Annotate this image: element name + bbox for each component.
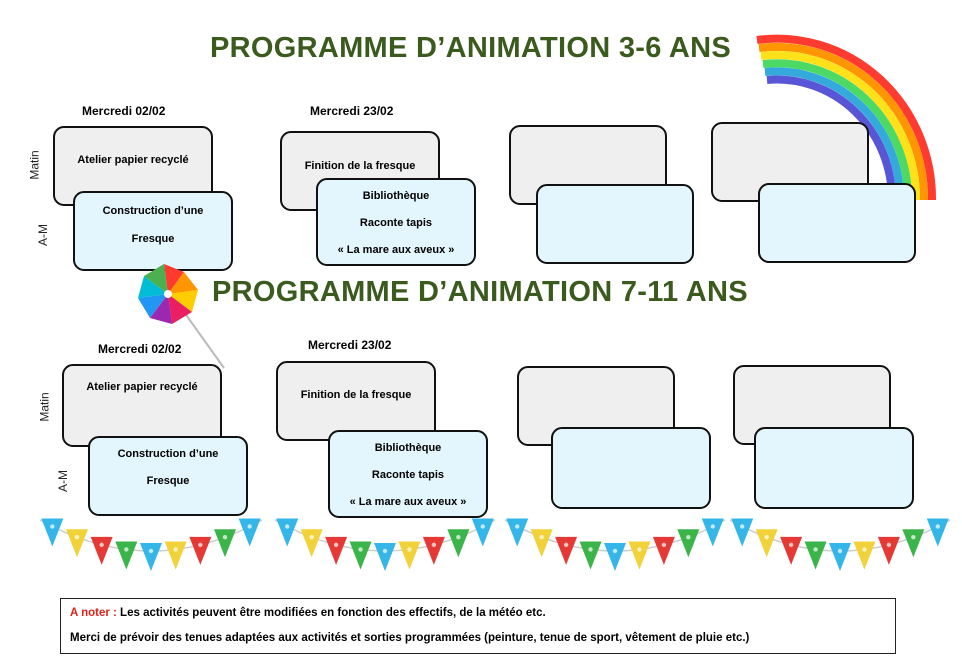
activity-7-11-day1-morning: [62, 364, 222, 447]
bunting-dot: [75, 535, 79, 539]
bunting-flag: [805, 541, 827, 569]
bunting-flag: [604, 543, 626, 571]
bunting-flag: [580, 541, 602, 569]
bunting-flag: [301, 529, 323, 557]
bunting-dot: [334, 543, 338, 547]
activity-text: Finition de la fresque: [304, 160, 416, 172]
empty-slot-7-11-day3-afternoon: [551, 427, 711, 509]
bunting-flag: [853, 541, 875, 569]
bunting-flag: [115, 541, 137, 569]
bunting-dot: [564, 543, 568, 547]
activity-text: « La mare aux aveux »: [337, 244, 455, 256]
activity-7-11-day2-morning: [276, 361, 436, 441]
bunting-flag: [702, 519, 724, 547]
activity-3-6-day1-afternoon: [73, 191, 233, 271]
bunting-dot: [124, 547, 128, 551]
activity-text: Atelier papier recyclé: [86, 381, 198, 393]
bunting-dot: [740, 524, 744, 528]
bunting-dot: [613, 549, 617, 553]
activity-text: Construction d’une: [117, 448, 219, 460]
empty-slot-3-6-day3-afternoon: [536, 184, 694, 264]
bunting-dot: [588, 547, 592, 551]
activity-text: Finition de la fresque: [300, 389, 412, 401]
bunting-flag: [628, 541, 650, 569]
bunting-flag: [276, 519, 298, 547]
activity-text: Bibliothèque: [362, 190, 430, 202]
activity-text: « La mare aux aveux »: [349, 496, 467, 508]
bunting-dot: [515, 524, 519, 528]
bunting-flag: [677, 529, 699, 557]
bunting-dot: [456, 535, 460, 539]
title-7-11: PROGRAMME D’ANIMATION 7-11 ANS: [212, 276, 748, 308]
bunting-flag: [780, 537, 802, 565]
bunting-dot: [173, 547, 177, 551]
bunting-flag: [902, 529, 924, 557]
bunting-flag: [66, 529, 88, 557]
bunting-flag: [239, 519, 261, 547]
bunting-flag: [423, 537, 445, 565]
bunting-dot: [432, 543, 436, 547]
bunting-flag: [472, 519, 494, 547]
activity-7-11-day1-afternoon: [88, 436, 248, 516]
bunting-flag: [91, 537, 113, 565]
bunting-dot: [686, 535, 690, 539]
empty-slot-7-11-day4-afternoon: [754, 427, 914, 509]
bunting-flag: [756, 529, 778, 557]
bunting-dot: [285, 524, 289, 528]
empty-slot-3-6-day4-afternoon: [758, 183, 916, 263]
label-afternoon-3-6: A-M: [36, 224, 50, 246]
date-7-11-day1: Mercredi 02/02: [98, 342, 182, 356]
bunting-flag: [350, 541, 372, 569]
bunting-dot: [936, 524, 940, 528]
bunting-dot: [539, 535, 543, 539]
activity-text: Bibliothèque: [374, 442, 442, 454]
bunting-flag: [731, 519, 753, 547]
activity-text: Fresque: [146, 475, 190, 487]
bunting-dot: [711, 524, 715, 528]
label-morning-7-11: Matin: [37, 392, 52, 422]
bunting-dot: [247, 524, 251, 528]
bunting-dot: [662, 543, 666, 547]
note-line-1: [70, 607, 546, 619]
bunting-flags-decoration: [0, 512, 962, 597]
bunting-dot: [407, 547, 411, 551]
bunting-flag: [374, 543, 396, 571]
bunting-flag: [878, 537, 900, 565]
bunting-dot: [358, 547, 362, 551]
bunting-flag: [325, 537, 347, 565]
activity-text: Construction d’une: [102, 205, 204, 217]
bunting-flag: [927, 519, 949, 547]
bunting-dot: [911, 535, 915, 539]
activity-7-11-day2-afternoon: [328, 430, 488, 518]
bunting-dot: [99, 543, 103, 547]
bunting-dot: [383, 549, 387, 553]
bunting-flag: [189, 537, 211, 565]
bunting-flag: [555, 537, 577, 565]
bunting-flag: [653, 537, 675, 565]
date-7-11-day2: Mercredi 23/02: [308, 338, 392, 352]
note-line-2: Merci de prévoir des tenues adaptées aux activités et sorties programmées (peinture, tenue de sport, vêtement de pluie etc.): [70, 632, 750, 644]
date-3-6-day1: Mercredi 02/02: [82, 104, 166, 118]
bunting-flag: [140, 543, 162, 571]
activity-text: Fresque: [131, 233, 175, 245]
activity-3-6-day2-afternoon: [316, 178, 476, 266]
bunting-dot: [887, 543, 891, 547]
bunting-flag: [447, 529, 469, 557]
bunting-dot: [789, 543, 793, 547]
bunting-flag: [165, 541, 187, 569]
bunting-dot: [223, 535, 227, 539]
bunting-flag: [829, 543, 851, 571]
bunting-dot: [198, 543, 202, 547]
bunting-dot: [813, 547, 817, 551]
bunting-flag: [214, 529, 236, 557]
bunting-dot: [50, 524, 54, 528]
bunting-dot: [637, 547, 641, 551]
activity-text: Atelier papier recyclé: [77, 154, 189, 166]
note-text-1: Les activités peuvent être modifiées en fonction des effectifs, de la météo etc.: [116, 607, 546, 619]
bunting-flag: [531, 529, 553, 557]
bunting-dot: [149, 549, 153, 553]
bunting-dot: [309, 535, 313, 539]
title-3-6: PROGRAMME D’ANIMATION 3-6 ANS: [210, 32, 732, 64]
bunting-dot: [764, 535, 768, 539]
note-box: [60, 598, 896, 654]
bunting-flag: [506, 519, 528, 547]
label-afternoon-7-11: A-M: [56, 470, 70, 492]
activity-text: Raconte tapis: [371, 469, 445, 481]
label-morning-3-6: Matin: [27, 150, 42, 180]
bunting-dot: [838, 549, 842, 553]
date-3-6-day2: Mercredi 23/02: [310, 104, 394, 118]
bunting-dot: [481, 524, 485, 528]
note-prefix: A noter :: [70, 607, 117, 619]
activity-text: Raconte tapis: [359, 217, 433, 229]
bunting-flag: [398, 541, 420, 569]
bunting-dot: [862, 547, 866, 551]
bunting-flag: [41, 519, 63, 547]
